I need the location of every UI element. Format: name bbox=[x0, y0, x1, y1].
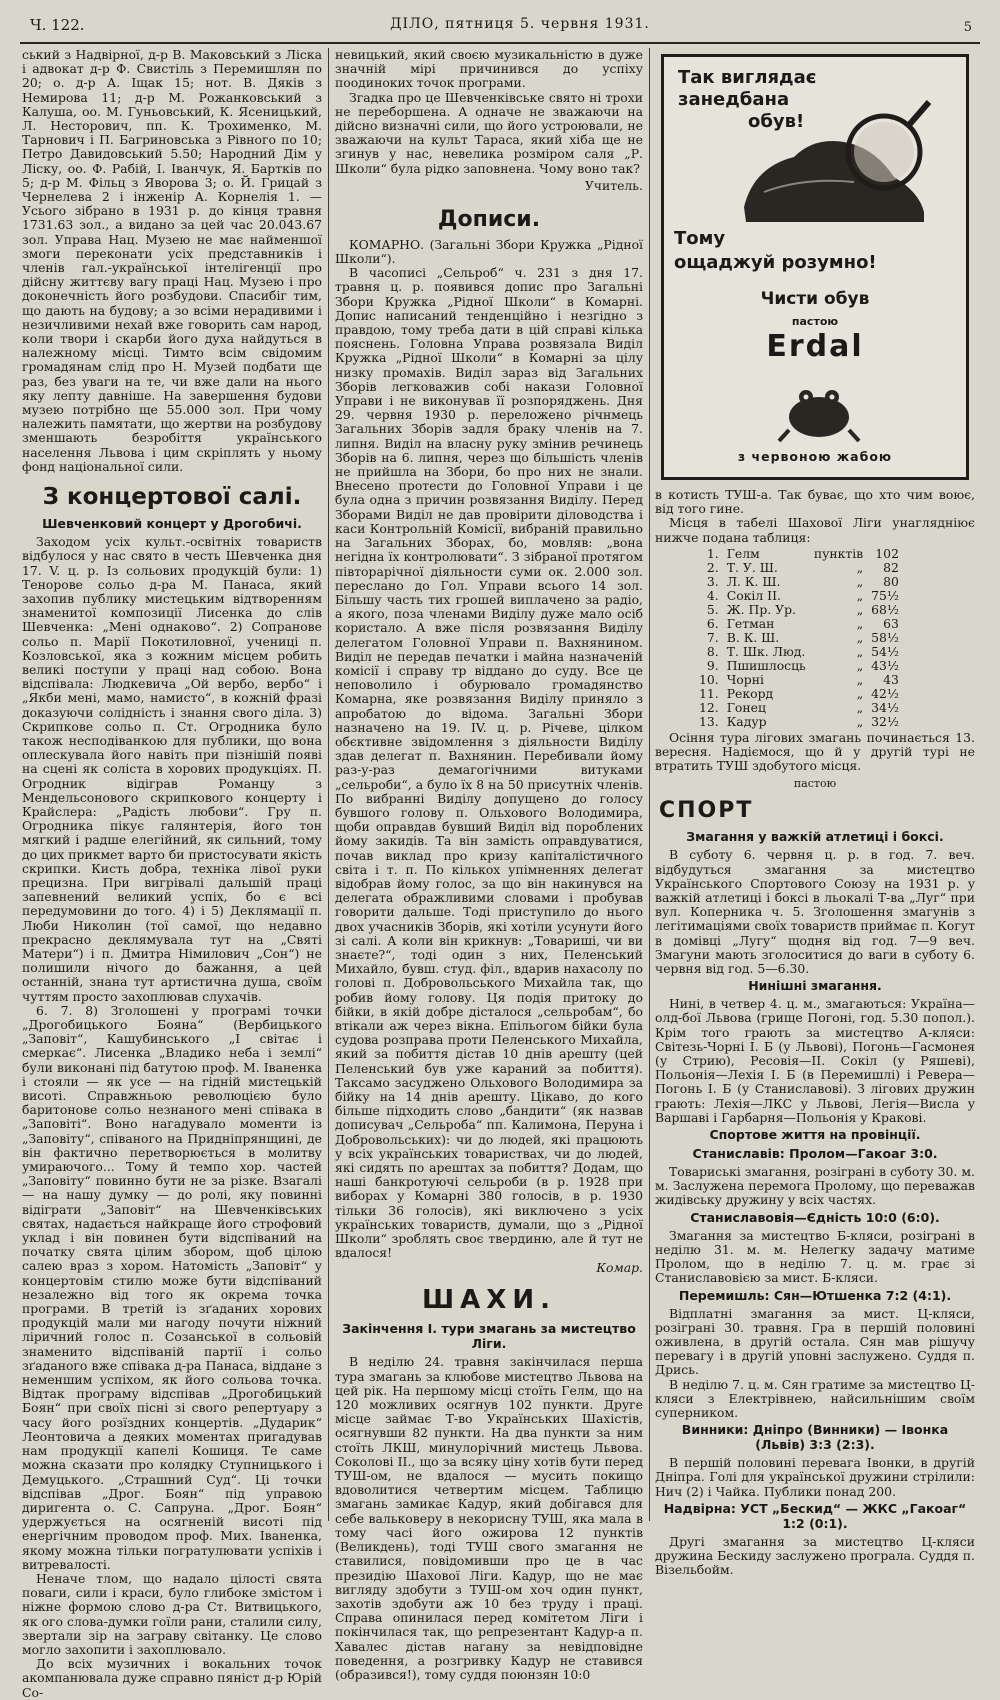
page-number: 5 bbox=[963, 20, 972, 35]
league-unit: „ bbox=[856, 615, 864, 631]
league-unit: „ bbox=[856, 573, 864, 589]
league-team: Сокіл II. bbox=[726, 587, 781, 603]
league-points: 43½ bbox=[871, 657, 899, 673]
concert-section-title: З концертової салі. bbox=[42, 484, 302, 511]
league-points: 102 bbox=[875, 545, 899, 561]
league-unit: „ bbox=[856, 685, 864, 701]
league-unit: пунктів bbox=[813, 545, 864, 561]
ad-headline-line: Так виглядає bbox=[678, 67, 817, 88]
league-points: 75½ bbox=[871, 587, 899, 603]
section-divider: пастою bbox=[793, 777, 837, 791]
league-team: Л. К. Ш. bbox=[726, 573, 781, 589]
autumn-round-text: Осіння тура лігових змагань починається 13. вересня. Надіємося, що й у другій турі не втратить ТУШ здобутого місця. bbox=[655, 729, 975, 774]
league-unit: „ bbox=[856, 699, 864, 715]
league-unit: „ bbox=[856, 671, 864, 687]
ad-slogan bbox=[674, 227, 877, 275]
league-rank: 6. bbox=[706, 615, 719, 631]
sport-heading: Винники: Дніпро (Винники) — Івонка (Львів) 3:3 (2:3). bbox=[681, 1422, 949, 1453]
column-right bbox=[655, 48, 975, 1578]
league-table bbox=[695, 547, 903, 729]
league-unit: „ bbox=[856, 713, 864, 729]
league-rank: 13. bbox=[699, 713, 719, 729]
league-team: В. К. Ш. bbox=[726, 629, 780, 645]
letters-section-title: Дописи. bbox=[437, 206, 541, 232]
league-unit: „ bbox=[856, 601, 864, 617]
museum-donations-text: ський з Надвірної, д-р В. Маковський з Ліска і адвокат д-р Ф. Свистіль з Перемишлян по 20; о. д-р А. Іщак 15; нот. В. Дяків з Немирова 11; д-р М. Рожанковський з Калуша, оо. М. Гуньовський, К. Ясеницький, Л. Несторович, пп. К. Трохименко, М. Тарнович і П. Багриновська з Рівного по 10; Петро Давидовський 5.50; Народний Дім у Ліску, оо. Ф. Рабій, І. Іванчук, Я. Бартків по 5; д-р М. Фільц з Яворова 3; о. Й. Грицай з Чернелева 2 і інженір А. Корнелія 1. — Усього зібрано в 1931 р. до кінця травня 1731.63 зол., а видано за цей час 20.043.67 зол. Управа Нац. Музею не має найменшої змоги переконати усіх представників і членів гал.-української інтелігенції про дійсну життєву вагу праці Нац. Музею і про доконечність його розбудови. Спасибіг тим, що дають на будову; а зо всіми нерадивими і незичливими нехай вже говорить сам народ, коли твори і скарби його духа найдуться в належному місці. Тимто всім свідомим громадянам слід про Н. Музей подбати ще раз, без уваги на те, чи вже дали на нього яку лепту давніше. На завершення будови музею потрібно ще 55.000 зол. При чому належить памятати, що жертви на розбудову зменшають безробіття українського населення Львова і цим скріплять у ньому фонд національної сили. bbox=[22, 47, 322, 474]
sport-section-title: СПОРТ bbox=[659, 798, 754, 824]
sport-paragraph: В суботу 6. червня ц. р. в год. 7. веч. відбудуться змагання за мистецтво Українського Спортового Союзу на 1931 р. у важкій атлетиці і боксі в льокалі Т-ва „Луг“ при вул. Коперника ч. 5. Зголошення змагунів з легітимаціями своїх товариств приймає п. Когут в домівці „Лугу“ щодня від год. 7—9 веч. Змагуни мають зголоситися до ваги в суботу 6. червня від год. 5—6.30. bbox=[655, 847, 975, 977]
erdal-advertisement bbox=[661, 54, 969, 480]
league-unit: „ bbox=[856, 643, 864, 659]
column-rule bbox=[328, 48, 329, 1521]
sport-paragraph: Нині, в четвер 4. ц. м., змагаються: Україна—олд-бої Львова (грище Погоні, год. 5.30 попол.). Крім того грають за мистецтво А-кляси: Світезь-Чорні І. Б (у Львові), Погонь—Гасмонея (у Стрию), Ресовія—II. Сокіл (у Ряшеві), Польонія—Лехія І. Б (в Перемишлі) і Ревера—Погонь І. Б (у Станиславові). З лігових дружин грають: Лехія—ЛКС у Львові, Легія—Висла у Варшаві і Гарбарня—Польонія у Кракові. bbox=[655, 996, 975, 1125]
sport-heading: Надвірна: УСТ „Бескид“ — ЖКС „Гакоаг“ 1:2 (0:1). bbox=[663, 1500, 967, 1531]
league-team: Т. У. Ш. bbox=[726, 559, 778, 575]
league-team: Т. Шк. Люд. bbox=[726, 643, 806, 659]
league-row bbox=[695, 687, 903, 701]
league-rank: 10. bbox=[699, 671, 719, 687]
masthead-date: ДІЛО, пятниця 5. червня 1931. bbox=[390, 16, 650, 32]
league-points: 82 bbox=[883, 559, 899, 575]
league-points: 32½ bbox=[871, 713, 899, 729]
league-unit: „ bbox=[856, 657, 864, 673]
letters-lead: КОМАРНО. (Загальні Збори Кружка „Рідної Школи“). bbox=[335, 236, 643, 267]
frog-icon bbox=[774, 375, 864, 445]
league-rank: 1. bbox=[706, 545, 719, 561]
league-team: Чорні bbox=[726, 671, 764, 687]
league-row bbox=[695, 617, 903, 631]
league-points: 43 bbox=[883, 671, 899, 687]
chess-section-title: ШАХИ. bbox=[422, 1285, 556, 1316]
concert-continuation: Згадка про це Шевченківське свято ні трохи не переборшена. А одначе не зважаючи на дійсно визначні сили, що його устроювали, не зважаючи на культ Тараса, який хіба ще не згинув у нас, невелика розміром саля „Р. Школи“ була рідко заповнена. Чому воно так? bbox=[335, 89, 643, 176]
league-rank: 11. bbox=[699, 685, 719, 701]
league-row bbox=[695, 631, 903, 645]
league-row bbox=[695, 603, 903, 617]
concert-paragraph: Заходом усіх культ.-освітніх товариств відбулося у нас свято в честь Шевченка дня 17. V. ц. р. Із сольових продукцій були: 1) Тенорове сольо д-ра М. Панаса, який захопив публику мистецьким відтворенням знаменитої композиції Лисенка до слів Шевченка: „Мені однаково“. 2) Сопранове сольо п. Марії Покотиловної, учениці п. Козловської, яка з кожним місцем робить великі поступи у праці над собою. Вона відспівала: Людкевича „Ой вербо, вербо“ і „Якби мені, мамо, намисто“, в кожній фразі доказуючи солідність і знання свого діла. 3) Скрипкове сольо п. Ст. Огродника було також несподіванкою для публики, що вона оплескувала його навіть при пізнішій появі на сцені як соліста в хорових продукціях. П. Огродник відіграв Романцу з Мендельсонового скрипкового концерту і Крайслера: „Радість любови“. Гру п. Огродника пікує галянтерія, його тон мягкий і радше елегійний, як сильний, тому до цих прикмет варто би пристосувати якість скрипки. Кисть добра, техніка лівої руки прецизна. При вигрівалі дальшій праці запевнений великий успіх, бо є всі передумовини до того. 4) і 5) Деклямації п. Люби Николин (тої самої, що недавно прекрасно деклямувала тут на „Святі Матери“) і п. Дмитра Німилович „Сон“) не полишили нічого до бажання, а цей останній, знана тут артистична душа, своїм чуттям просто захоплював слухачів. bbox=[22, 534, 322, 1004]
sport-paragraph: Другі змагання за мистецтво Ц-кляси дружина Бескиду заслужено програла. Суддя п. Візельбойм. bbox=[655, 1533, 975, 1578]
sport-paragraph: В неділю 7. ц. м. Сян гратиме за мистецтво Ц-кляси з Електрівнею, найсильнішим своїм суперником. bbox=[655, 1376, 975, 1420]
league-row bbox=[695, 659, 903, 673]
chess-continuation: в котисть ТУШ-а. Так буває, що хто чим воює, від того гине. bbox=[655, 487, 975, 517]
sport-heading: Спортове життя на провінції. bbox=[709, 1127, 921, 1143]
league-unit: „ bbox=[856, 587, 864, 603]
concert-paragraph: До всіх музичних і вокальних точок акомпанювала дуже справно пяніст д-р Юрій Со- bbox=[22, 1656, 322, 1700]
sport-heading: Перемишль: Сян—Ютшенка 7:2 (4:1). bbox=[678, 1287, 952, 1303]
chess-paragraph: В неділю 24. травня закінчилася перша тура змагань за клюбове мистецтво Львова на цей рік. На першому місці стоїть Гелм, що на 120 можливих осягнув 102 пункти. Друге місце займає Т-во Українських Шахістів, осягнувши 82 пункти. На два пункти за ним стоїть ЛКШ, минулорічний мистець Львова. Соколові II., що за всяку ціну хотів бути перед ТУШ-ом, не вдалося — мусить покищо вдоволитися четвертим місцем. Таблицю змагань замикає Кадур, який добігався для себе вальковеру в некорисну ТУШ, яка мала в тому часі його ожирова 12 пунктів (Великдень), тоді ТУШ свого змагання не ставилися, повідомивши про це в час президію Шахової Ліги. Кадур, що не має вигляду здобути з ТУШ-ом хоч один пункт, захотів здобути аж 10 без труду і праці. Справа опинилася перед комітетом Ліги і покінчилася так, що репрезентант Кадур-а п. Хавалес дістав нагану за невідповідне поведення, а розгривку Кадур не ставився (образився!), тому суддя поюнзян 10:0 bbox=[335, 1354, 643, 1682]
league-team: Ж. Пр. Ур. bbox=[726, 601, 796, 617]
column-left bbox=[22, 47, 322, 1700]
issue-number: Ч. 122. bbox=[30, 16, 85, 34]
league-row bbox=[695, 645, 903, 659]
chess-article-title: Закінчення І. тури змагань за мистецтво Ліги. bbox=[342, 1321, 636, 1352]
league-row bbox=[695, 715, 903, 729]
league-table-body bbox=[695, 547, 903, 729]
sport-heading: Змагання у важкій атлетиці і боксі. bbox=[686, 829, 944, 845]
league-points: 68½ bbox=[871, 601, 899, 617]
sport-heading: Станиславів: Пролом—Гакоаг 3:0. bbox=[692, 1146, 938, 1162]
ad-slogan-line: ощаджуй розумно! bbox=[674, 252, 877, 273]
ad-slogan-line: Тому bbox=[674, 228, 726, 249]
page-header bbox=[20, 12, 980, 44]
sport-heading: Нинішні змагання. bbox=[748, 978, 882, 994]
league-rank: 2. bbox=[706, 559, 719, 575]
ad-paste-label: пастою bbox=[791, 315, 839, 328]
league-rank: 5. bbox=[706, 601, 719, 617]
league-points: 34½ bbox=[871, 699, 899, 715]
league-row bbox=[695, 575, 903, 589]
ad-instruction: Чисти обув bbox=[760, 289, 870, 309]
league-rank: 4. bbox=[706, 587, 719, 603]
league-rank: 3. bbox=[706, 573, 719, 589]
league-points: 63 bbox=[883, 615, 899, 631]
league-row bbox=[695, 561, 903, 575]
league-row bbox=[695, 673, 903, 687]
league-points: 54½ bbox=[871, 643, 899, 659]
league-points: 80 bbox=[883, 573, 899, 589]
league-row bbox=[695, 701, 903, 715]
concert-signature: Учитель. bbox=[584, 177, 643, 193]
league-team: Пшишлосць bbox=[726, 657, 806, 673]
letters-paragraph: В часописі „Сельроб“ ч. 231 з дня 17. травня ц. р. появився допис про Загальні Збори Кружка „Рідної Школи“ в Комарні. Допис написаний тенденційно і незгідно з правдою, тому треба дати в цій справі кілька пояснень. Головна Управа розвязала Виділ Кружка „Рідної Школи“ в Комарні за цілу низку промахів. Виділ зараз від Загальних Зборів легковажив собі накази Головної Управи і не виконував її розпоряджень. Дня 29. червня 1930 р. переложено річнмець Загальних Зборів задля браку членів на 7. липня. Виділ на власну руку змінив речинець Зборів на 6. липня, через що більшість членів не прийшла на Збори, бо про них не знали. Внесено протести до Головної Управи і це була одна з причин розвязання Виділу. Перед Зборами Виділ не дав провірити діловодства і каси Контрольній Комісії, вибраній правильно на Загальних Зборах, бо, мовляв: „вона негідна їх контролювати“. З зібраної протягом півторарічної діяльности суми ок. 2.000 зол. переслано до Гол. Управи всього 14 зол. Більшу часть тих грошей виплачено за радіо, а якого, поза членами Виділу дуже мало осіб користало. А вже після розвязання Виділу делегатом Головної Управи п. Вахнянином. Виділ не передав печатки і майна назначеній комісії і справу тр віддано до суду. Все це неповолило і обурювало громадянство Комарна, яке розвязання Виділу приняло з апробатою до відома. Загальні Збори назначено на 19. IV. ц. р. Річеве, цілком обєктивне звідомлення з діяльности Виділу здав делегат п. Вахнянин. Перебивали йому раз-у-раз демагогічними витуками „сельроби“, а було їх 8 на 50 присутніх членів. По вибранні Виділу допущено до голосу бувшого голову п. Ольхового Володимира, щоби оправдав бувший Виділ від пороблених йому закидів. Та він замість оправдуватися, почав виклад про кризу капіталістичного світа і т. п. По кількох упімненнях делегат відобрав йому голос, за що він накинувся на делегата ображливими словами і пробував говорити дальше. Тоді приступило до нього двох учасників Зборів, які хотіли усунути його зі салі. А коли він крикнув: „Товариші, чи ви знаєте?“, тоді один з них, Пеленський Михайло, бувш. студ. філ., вдарив нахасолу по голові п. Добровольського Михайла так, що робив йому голову. Ця подія притоку до бійки, в якій добре дісталося „сельробам“, бо втікали аж через вікна. Епільогом бійки була судова розправа проти Пеленського Михайла, який за побиття дістав 10 днів арешту (цей Пеленський був уже караний за побиття). Таксамо засуджено Ольхового Володимира за бійку на 14 днів арешту. Цікаво, до кого більше підходить слово „бандити“ (як назвав дописувач „Сельроба“ пп. Калимона, Перуна і Добровольських): чи до людей, які працюють у всіх українських товариствах, чи до людей, які сидять по арештах за побиття? Додам, що нашi банкротуючі сельроби (в р. 1928 при виборах у Комарні 380 голосів, в р. 1930 тільки 36 голосів), які виключено з усіх українських товариств, думали, що з „Рідної Школи“ зроблять своє твердиню, але й тут не вдалося! bbox=[335, 265, 643, 1261]
league-row bbox=[695, 589, 903, 603]
column-middle bbox=[335, 47, 643, 1682]
concert-continuation: невицький, який своєю музикальністю в дуже значній мірі причинився до успіху поодиноких точок програми. bbox=[335, 47, 643, 91]
sport-paragraph: Змагання за мистецтво Б-кляси, розіграні в неділю 31. м. м. Нелегку задачу матиме Пролом, що в неділю 7. ц. м. грає зі Станиславовією за мист. Б-кляси. bbox=[655, 1227, 975, 1286]
league-team: Гелм bbox=[726, 545, 760, 561]
shoe-illustration-icon bbox=[734, 97, 934, 237]
league-row bbox=[695, 547, 903, 561]
ad-brand: Erdal bbox=[766, 329, 864, 364]
league-team: Гетман bbox=[726, 615, 775, 631]
chess-table-intro: Місця в табелі Шахової Ліги унаглядніює нижче подана таблиця: bbox=[655, 515, 975, 545]
concert-paragraph: Неначе тлом, що надало цілості свята поваги, сили і краси, було глибоке змістом і ніжне формою слово д-ра Ст. Витвицького, як ого слова-думки гоїли рани, сталили силу, звертали зір на заграву світанку. Це слово могло захопити і захоплювало. bbox=[22, 1570, 322, 1657]
sport-paragraph: Товариські змагання, розіграні в суботу 30. м. м. Заслужена перемога Пролому, що переважав жидівську дружину у всіх частях. bbox=[655, 1164, 975, 1208]
league-team: Кадур bbox=[726, 713, 767, 729]
league-rank: 9. bbox=[706, 657, 719, 673]
league-team: Рекорд bbox=[726, 685, 774, 701]
concert-article-title: Шевченковий концерт у Дрогобичі. bbox=[42, 516, 302, 532]
concert-paragraph: 6. 7. 8) Зголошені у програмі точки „Дрогобицького Бояна“ (Вербицького „Заповіт“, Кашубинського „І світає і смеркає“. Лисенка „Владико неба і землі“ були виконані під батутою проф. М. Іваненка і стояли — як усе — на гідній мистецькій висоті. Справжньою революцією було баритонове сольо незнаного мені співака в „Заповіті“. Воно нагадувало моменти із „Заповіту“, співаного на Придніпрянщині, де він фактично перетворюється в молитву умираючого... Тому й темпо хор. частей „Заповіту“ повинно бути не за різке. Взагалі — на нашу думку — до ролі, яку повинні відіграти „Заповіт“ на Шевченківських святах, надається найкраще його строфовий уклад і він повинен бути відспіваний на початку свята цілим збором, щоб цілою салею враз з хором. Натомість „Заповіт“ у концертовім стилю може бути відспіваний незалежно від того як окрема точка програми. В третій із зґаданих хорових продукцій мали ми нагоду почути ніжний ліричний голос п. Созанської в сольовій знаменито відспіваній партії і сольо зґаданого вже співака д-ра Панаса, віддане з неменшим успіхом, як його сольова точка. Відтак програму відспівав „Дрогобицький Боян“ при своїх пісні зі свого репертуару з часу його розїздних концертів. „Дударик“ Леонтовича а деяких моментах пригадував нам продукції капелі Кошиця. Те саме можна сказати про колядку Ступницького і Демуцького. „Страшний Суд“. Ці точки відспівав „Дрог. Боян“ під управою диригента о. С. Сапруна. „Дрог. Боян“ удержується на осягненій висоті під енергічним проводом проф. Мих. Іваненка, якому можна тільки погратулювати успіхів і витревалості. bbox=[22, 1002, 322, 1572]
ad-headline-line: занедбана bbox=[678, 89, 790, 110]
league-team: Гонец bbox=[726, 699, 766, 715]
letters-signature: Комар. bbox=[596, 1260, 643, 1276]
ad-headline-line: обув! bbox=[748, 111, 805, 132]
league-points: 42½ bbox=[871, 685, 899, 701]
league-points: 58½ bbox=[871, 629, 899, 645]
column-rule bbox=[649, 48, 650, 1521]
league-unit: „ bbox=[856, 629, 864, 645]
ad-footer: з червоною жабою bbox=[737, 449, 893, 464]
league-unit: „ bbox=[856, 559, 864, 575]
league-rank: 7. bbox=[706, 629, 719, 645]
sport-paragraph: В першій половині перевага Івонки, в другій Дніпра. Голі для української дружини стрілили: Нич (2) і Чайка. Публики понад 200. bbox=[655, 1455, 975, 1499]
sport-heading: Станиславовія—Єдність 10:0 (6:0). bbox=[690, 1209, 940, 1225]
league-rank: 8. bbox=[706, 643, 719, 659]
league-rank: 12. bbox=[699, 699, 719, 715]
sport-paragraph: Відплатні змагання за мист. Ц-кляси, розіграні 30. травня. Гра в першій половині оживлена, в другій остала. Сян мав рішучу перевагу і в другій уповні заслужено. Суддя п. Дрись. bbox=[655, 1305, 975, 1378]
